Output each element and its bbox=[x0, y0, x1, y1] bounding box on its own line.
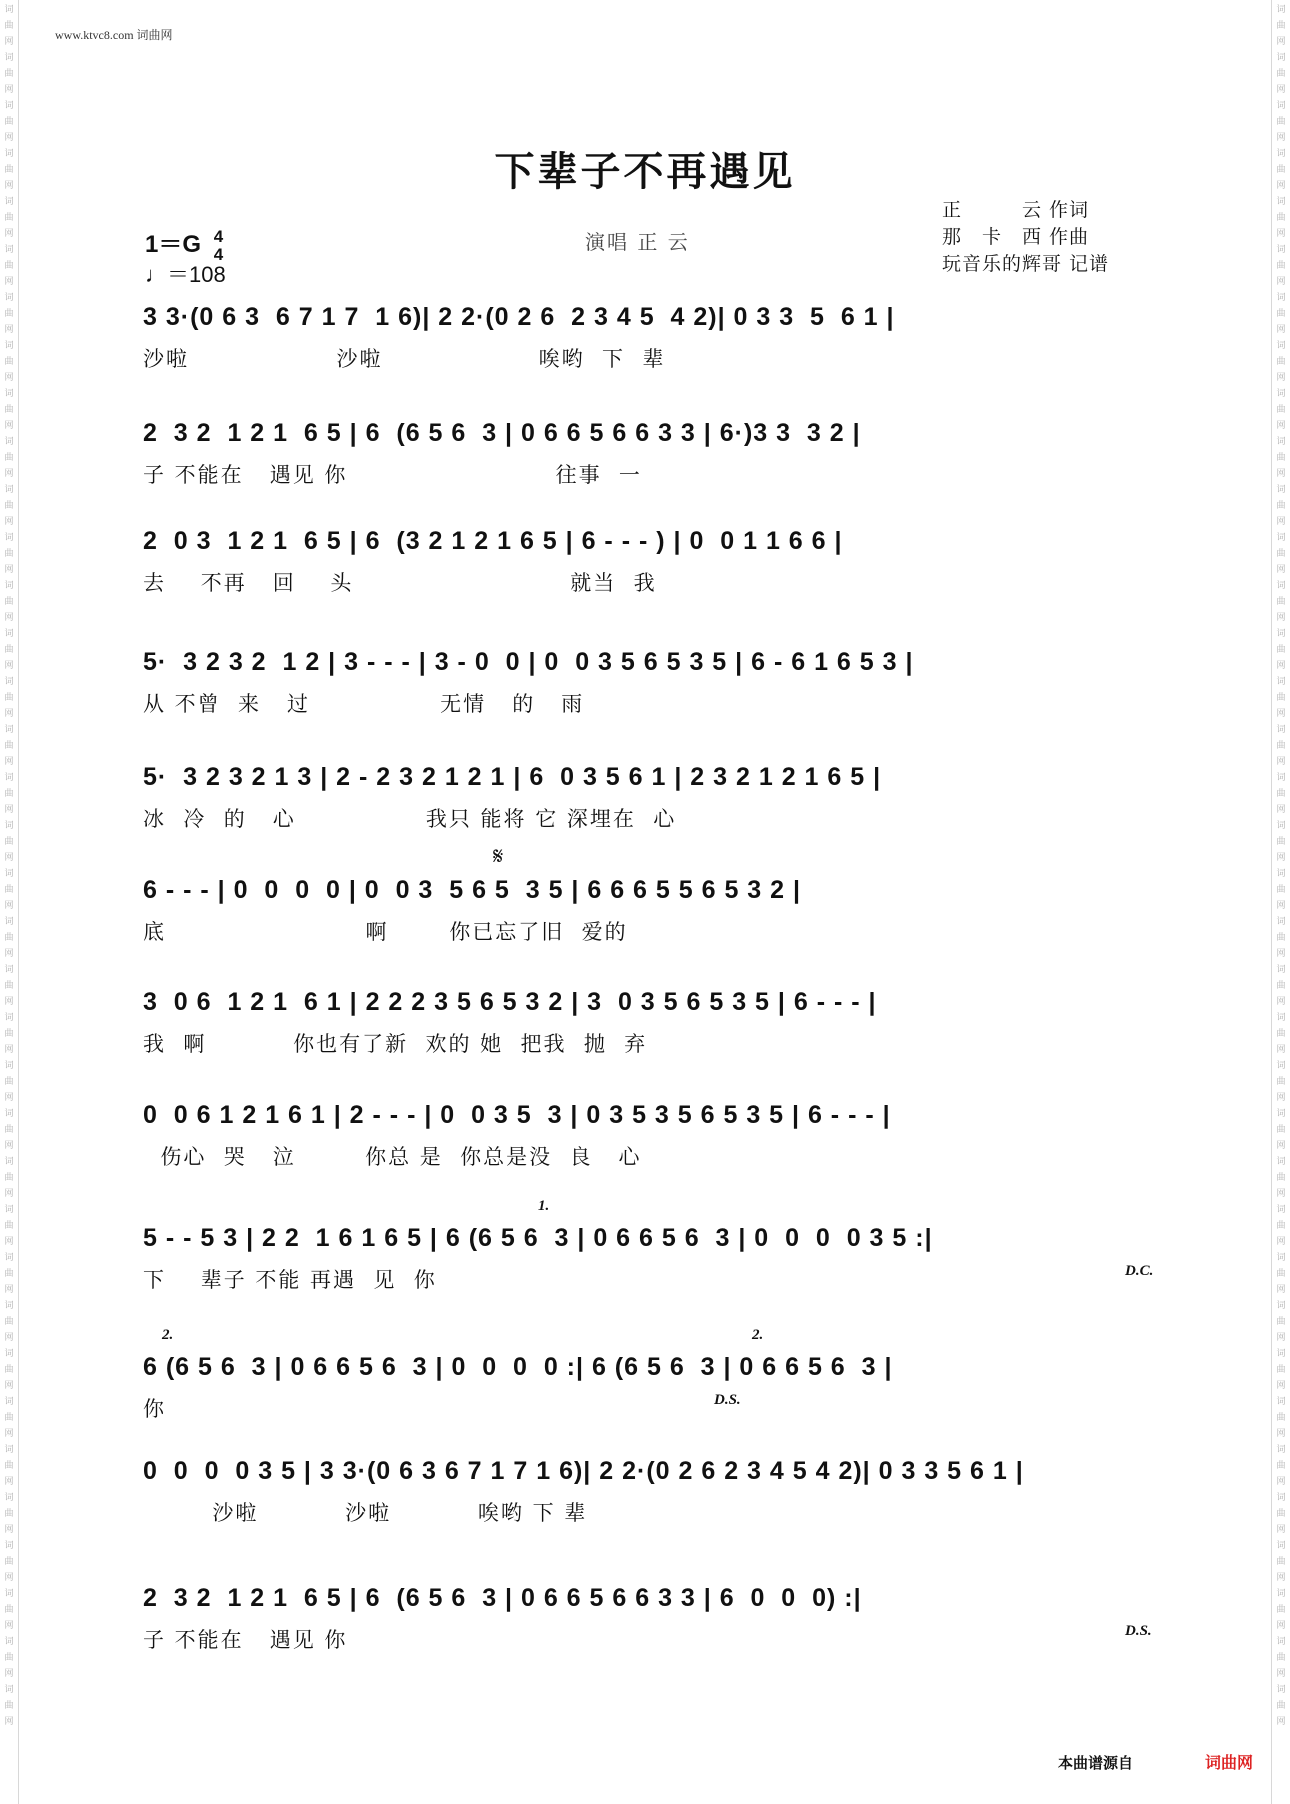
watermark-glyph: 词 bbox=[4, 197, 14, 207]
watermark-glyph: 网 bbox=[4, 901, 14, 911]
watermark-glyph: 词 bbox=[1276, 965, 1286, 975]
watermark-glyph: 网 bbox=[1276, 181, 1286, 191]
watermark-glyph: 网 bbox=[1276, 1525, 1286, 1535]
watermark-glyph: 词 bbox=[4, 1157, 14, 1167]
watermark-glyph: 网 bbox=[1276, 949, 1286, 959]
volta-2-label: 2. bbox=[162, 1327, 174, 1343]
watermark-glyph: 曲 bbox=[1276, 1029, 1286, 1039]
watermark-glyph: 网 bbox=[1276, 229, 1286, 239]
volta-2-label-second: 2. bbox=[752, 1327, 764, 1343]
singer-credit: 演唱 正 云 bbox=[585, 230, 690, 254]
notation-line: 2 0 3 1 2 1 6 5 | 6 (3 2 1 2 1 6 5 | 6 - - - ) | 0 0 1 1 6 6 | bbox=[143, 527, 843, 555]
watermark-glyph: 网 bbox=[4, 1237, 14, 1247]
watermark-glyph: 曲 bbox=[1276, 1557, 1286, 1567]
watermark-glyph: 曲 bbox=[4, 597, 14, 607]
watermark-glyph: 网 bbox=[1276, 1141, 1286, 1151]
lyric-line: 沙啦 沙啦 唉哟 下 辈 bbox=[143, 1501, 588, 1525]
watermark-glyph: 词 bbox=[1276, 1013, 1286, 1023]
watermark-glyph: 曲 bbox=[1276, 1701, 1286, 1711]
watermark-glyph: 网 bbox=[4, 1141, 14, 1151]
watermark-glyph: 词 bbox=[1276, 197, 1286, 207]
ds-marking-first: D.S. bbox=[714, 1392, 741, 1408]
watermark-glyph: 曲 bbox=[1276, 69, 1286, 79]
watermark-glyph: 网 bbox=[1276, 1237, 1286, 1247]
watermark-glyph: 网 bbox=[1276, 661, 1286, 671]
left-watermark-strip bbox=[0, 0, 19, 1804]
watermark-glyph: 曲 bbox=[1276, 741, 1286, 751]
watermark-glyph: 曲 bbox=[4, 1413, 14, 1423]
key-label: 1＝G bbox=[145, 231, 202, 258]
ds-marking-second: D.S. bbox=[1125, 1623, 1152, 1639]
watermark-glyph: 曲 bbox=[4, 1029, 14, 1039]
watermark-glyph: 曲 bbox=[1276, 645, 1286, 655]
watermark-glyph: 曲 bbox=[4, 405, 14, 415]
watermark-glyph: 词 bbox=[1276, 725, 1286, 735]
watermark-glyph: 词 bbox=[4, 485, 14, 495]
notation-line: 2 3 2 1 2 1 6 5 | 6 (6 5 6 3 | 0 6 6 5 6 6 3 3 | 6·)3 3 3 2 | bbox=[143, 419, 861, 447]
watermark-glyph: 曲 bbox=[4, 1221, 14, 1231]
watermark-glyph: 网 bbox=[4, 469, 14, 479]
watermark-glyph: 词 bbox=[4, 533, 14, 543]
watermark-glyph: 词 bbox=[4, 437, 14, 447]
watermark-glyph: 词 bbox=[1276, 1637, 1286, 1647]
watermark-glyph: 词 bbox=[4, 101, 14, 111]
watermark-glyph: 词 bbox=[4, 965, 14, 975]
watermark-glyph: 曲 bbox=[4, 1173, 14, 1183]
watermark-glyph: 网 bbox=[4, 805, 14, 815]
watermark-glyph: 词 bbox=[1276, 1493, 1286, 1503]
watermark-glyph: 词 bbox=[1276, 821, 1286, 831]
watermark-glyph: 网 bbox=[4, 1621, 14, 1631]
watermark-glyph: 曲 bbox=[1276, 501, 1286, 511]
watermark-glyph: 曲 bbox=[1276, 549, 1286, 559]
watermark-glyph: 网 bbox=[1276, 1285, 1286, 1295]
watermark-glyph: 曲 bbox=[1276, 1413, 1286, 1423]
watermark-glyph: 网 bbox=[1276, 1573, 1286, 1583]
watermark-glyph: 曲 bbox=[4, 549, 14, 559]
watermark-glyph: 词 bbox=[1276, 1685, 1286, 1695]
watermark-glyph: 曲 bbox=[1276, 1605, 1286, 1615]
watermark-glyph: 网 bbox=[1276, 1621, 1286, 1631]
watermark-glyph: 网 bbox=[1276, 277, 1286, 287]
volta-1-label: 1. bbox=[538, 1198, 550, 1214]
lyric-line: 子 不能在 遇见 你 往事 一 bbox=[143, 463, 642, 487]
watermark-glyph: 网 bbox=[4, 1573, 14, 1583]
watermark-glyph: 词 bbox=[1276, 1301, 1286, 1311]
lyric-line: 去 不再 回 头 就当 我 bbox=[143, 571, 657, 595]
watermark-glyph: 曲 bbox=[1276, 597, 1286, 607]
watermark-glyph: 网 bbox=[1276, 805, 1286, 815]
watermark-glyph: 网 bbox=[4, 181, 14, 191]
watermark-glyph: 词 bbox=[4, 245, 14, 255]
watermark-glyph: 网 bbox=[1276, 901, 1286, 911]
watermark-glyph: 词 bbox=[4, 1109, 14, 1119]
watermark-glyph: 曲 bbox=[4, 981, 14, 991]
notation-line: 0 0 0 0 3 5 | 3 3·(0 6 3 6 7 1 7 1 6)| 2 2·(0 2 6 2 3 4 5 4 2)| 0 3 3 5 6 1 | bbox=[143, 1457, 1024, 1485]
watermark-glyph: 曲 bbox=[4, 1509, 14, 1519]
lyric-line: 你 bbox=[143, 1397, 166, 1421]
watermark-glyph: 网 bbox=[1276, 853, 1286, 863]
watermark-glyph: 词 bbox=[1276, 1109, 1286, 1119]
watermark-glyph: 词 bbox=[4, 341, 14, 351]
watermark-glyph: 词 bbox=[1276, 293, 1286, 303]
watermark-glyph: 曲 bbox=[1276, 357, 1286, 367]
watermark-glyph: 曲 bbox=[4, 789, 14, 799]
watermark-glyph: 词 bbox=[4, 293, 14, 303]
watermark-glyph: 词 bbox=[4, 1445, 14, 1455]
watermark-glyph: 网 bbox=[1276, 709, 1286, 719]
watermark-glyph: 网 bbox=[4, 229, 14, 239]
watermark-glyph: 网 bbox=[4, 565, 14, 575]
watermark-glyph: 网 bbox=[1276, 1045, 1286, 1055]
watermark-glyph: 曲 bbox=[1276, 1461, 1286, 1471]
watermark-glyph: 网 bbox=[1276, 613, 1286, 623]
watermark-glyph: 曲 bbox=[1276, 981, 1286, 991]
lyric-line: 冰 冷 的 心 我只 能将 它 深埋在 心 bbox=[143, 807, 677, 831]
watermark-glyph: 曲 bbox=[4, 309, 14, 319]
watermark-glyph: 网 bbox=[4, 949, 14, 959]
watermark-glyph: 曲 bbox=[1276, 1269, 1286, 1279]
watermark-glyph: 曲 bbox=[1276, 885, 1286, 895]
watermark-glyph: 词 bbox=[1276, 677, 1286, 687]
lyric-line: 沙啦 沙啦 唉哟 下 辈 bbox=[143, 347, 666, 371]
watermark-glyph: 曲 bbox=[4, 741, 14, 751]
watermark-glyph: 词 bbox=[4, 1637, 14, 1647]
lyric-line: 伤心 哭 泣 你总 是 你总是没 良 心 bbox=[143, 1145, 642, 1169]
lyricist-credit: 正 云 作词 bbox=[942, 199, 1090, 221]
watermark-glyph: 网 bbox=[4, 661, 14, 671]
watermark-glyph: 网 bbox=[1276, 517, 1286, 527]
watermark-glyph: 词 bbox=[1276, 1061, 1286, 1071]
watermark-glyph: 词 bbox=[4, 1301, 14, 1311]
watermark-glyph: 词 bbox=[4, 1541, 14, 1551]
notation-line: 3 3·(0 6 3 6 7 1 7 1 6)| 2 2·(0 2 6 2 3 4 5 4 2)| 0 3 3 5 6 1 | bbox=[143, 303, 895, 331]
watermark-glyph: 曲 bbox=[1276, 1365, 1286, 1375]
site-url[interactable]: www.ktvc8.com 词曲网 bbox=[55, 28, 173, 42]
watermark-glyph: 曲 bbox=[4, 453, 14, 463]
watermark-glyph: 网 bbox=[4, 373, 14, 383]
watermark-glyph: 曲 bbox=[1276, 213, 1286, 223]
watermark-glyph: 网 bbox=[4, 1477, 14, 1487]
watermark-glyph: 曲 bbox=[4, 1317, 14, 1327]
watermark-glyph: 词 bbox=[4, 629, 14, 639]
watermark-glyph: 词 bbox=[1276, 869, 1286, 879]
watermark-glyph: 网 bbox=[4, 277, 14, 287]
watermark-glyph: 词 bbox=[1276, 917, 1286, 927]
watermark-glyph: 网 bbox=[1276, 325, 1286, 335]
footer-source-label: 本曲谱源自 bbox=[1058, 1754, 1134, 1772]
watermark-glyph: 网 bbox=[4, 85, 14, 95]
watermark-glyph: 网 bbox=[1276, 1189, 1286, 1199]
watermark-glyph: 曲 bbox=[4, 213, 14, 223]
watermark-glyph: 词 bbox=[1276, 1589, 1286, 1599]
notation-line: 6 (6 5 6 3 | 0 6 6 5 6 3 | 0 0 0 0 :| 6 (6 5 6 3 | 0 6 6 5 6 3 | bbox=[143, 1353, 893, 1381]
footer-brand-link[interactable]: 词曲网 bbox=[1205, 1753, 1254, 1772]
song-title: 下辈子不再遇见 bbox=[494, 148, 796, 195]
watermark-glyph: 网 bbox=[1276, 1429, 1286, 1439]
watermark-glyph: 曲 bbox=[4, 357, 14, 367]
watermark-glyph: 曲 bbox=[4, 1077, 14, 1087]
watermark-glyph: 词 bbox=[4, 1253, 14, 1263]
watermark-glyph: 网 bbox=[4, 325, 14, 335]
watermark-glyph: 网 bbox=[4, 1189, 14, 1199]
watermark-glyph: 曲 bbox=[1276, 1173, 1286, 1183]
time-sig-top: 4 bbox=[213, 226, 224, 246]
watermark-glyph: 曲 bbox=[1276, 453, 1286, 463]
watermark-glyph: 曲 bbox=[4, 1269, 14, 1279]
watermark-glyph: 网 bbox=[1276, 1477, 1286, 1487]
notation-line: 2 3 2 1 2 1 6 5 | 6 (6 5 6 3 | 0 6 6 5 6 6 3 3 | 6 0 0 0) :| bbox=[143, 1584, 862, 1612]
watermark-glyph: 词 bbox=[4, 1205, 14, 1215]
watermark-glyph: 网 bbox=[1276, 1333, 1286, 1343]
watermark-glyph: 词 bbox=[1276, 101, 1286, 111]
watermark-glyph: 词 bbox=[4, 869, 14, 879]
watermark-glyph: 词 bbox=[1276, 1349, 1286, 1359]
watermark-glyph: 网 bbox=[1276, 997, 1286, 1007]
watermark-glyph: 词 bbox=[1276, 437, 1286, 447]
watermark-glyph: 网 bbox=[4, 709, 14, 719]
watermark-glyph: 词 bbox=[4, 821, 14, 831]
lyric-line: 下 辈子 不能 再遇 见 你 bbox=[143, 1268, 437, 1292]
notation-line: 5· 3 2 3 2 1 2 | 3 - - - | 3 - 0 0 | 0 0 3 5 6 5 3 5 | 6 - 6 1 6 5 3 | bbox=[143, 648, 914, 676]
lyric-line: 底 啊 你已忘了旧 爱的 bbox=[143, 920, 628, 944]
watermark-glyph: 词 bbox=[4, 1061, 14, 1071]
watermark-glyph: 曲 bbox=[4, 165, 14, 175]
notation-line: 3 0 6 1 2 1 6 1 | 2 2 2 3 5 6 5 3 2 | 3 0 3 5 6 5 3 5 | 6 - - - | bbox=[143, 988, 877, 1016]
watermark-glyph: 曲 bbox=[4, 1461, 14, 1471]
watermark-glyph: 曲 bbox=[4, 21, 14, 31]
watermark-glyph: 曲 bbox=[1276, 837, 1286, 847]
notation-line: 6 - - - | 0 0 0 0 | 0 0 3 5 6 5 3 5 | 6 6 6 5 5 6 5 3 2 | bbox=[143, 876, 801, 904]
watermark-glyph: 词 bbox=[1276, 341, 1286, 351]
watermark-glyph: 词 bbox=[1276, 1397, 1286, 1407]
watermark-glyph: 曲 bbox=[4, 1365, 14, 1375]
watermark-glyph: 曲 bbox=[1276, 1509, 1286, 1519]
notation-line: 5 - - 5 3 | 2 2 1 6 1 6 5 | 6 (6 5 6 3 | 0 6 6 5 6 3 | 0 0 0 0 3 5 :| bbox=[143, 1224, 933, 1252]
tempo-marking: ♩＝108 bbox=[145, 262, 226, 287]
lyric-line: 我 啊 你也有了新 欢的 她 把我 抛 弃 bbox=[143, 1032, 648, 1056]
watermark-glyph: 曲 bbox=[4, 261, 14, 271]
watermark-glyph: 词 bbox=[1276, 53, 1286, 63]
watermark-glyph: 网 bbox=[4, 1669, 14, 1679]
watermark-glyph: 网 bbox=[1276, 1093, 1286, 1103]
watermark-glyph: 曲 bbox=[4, 885, 14, 895]
watermark-glyph: 词 bbox=[4, 1493, 14, 1503]
watermark-glyph: 词 bbox=[1276, 5, 1286, 15]
watermark-glyph: 曲 bbox=[1276, 1077, 1286, 1087]
watermark-glyph: 词 bbox=[1276, 773, 1286, 783]
watermark-glyph: 网 bbox=[1276, 1381, 1286, 1391]
watermark-glyph: 曲 bbox=[4, 1605, 14, 1615]
watermark-glyph: 网 bbox=[4, 1093, 14, 1103]
lyric-line: 子 不能在 遇见 你 bbox=[143, 1628, 348, 1652]
watermark-glyph: 网 bbox=[1276, 133, 1286, 143]
watermark-glyph: 网 bbox=[1276, 469, 1286, 479]
watermark-glyph: 网 bbox=[4, 1525, 14, 1535]
watermark-glyph: 曲 bbox=[4, 69, 14, 79]
watermark-glyph: 词 bbox=[1276, 1541, 1286, 1551]
watermark-glyph: 曲 bbox=[1276, 1653, 1286, 1663]
watermark-glyph: 网 bbox=[4, 1717, 14, 1727]
watermark-glyph: 曲 bbox=[1276, 1317, 1286, 1327]
watermark-glyph: 曲 bbox=[4, 693, 14, 703]
watermark-glyph: 网 bbox=[4, 421, 14, 431]
watermark-glyph: 曲 bbox=[1276, 21, 1286, 31]
watermark-glyph: 网 bbox=[4, 613, 14, 623]
watermark-glyph: 词 bbox=[4, 725, 14, 735]
watermark-glyph: 词 bbox=[1276, 1157, 1286, 1167]
lyric-line: 从 不曾 来 过 无情 的 雨 bbox=[143, 692, 585, 716]
watermark-glyph: 词 bbox=[4, 149, 14, 159]
watermark-glyph: 网 bbox=[4, 517, 14, 527]
watermark-glyph: 词 bbox=[4, 1349, 14, 1359]
watermark-glyph: 曲 bbox=[4, 1701, 14, 1711]
watermark-glyph: 词 bbox=[4, 1685, 14, 1695]
watermark-glyph: 网 bbox=[1276, 757, 1286, 767]
watermark-glyph: 词 bbox=[4, 1397, 14, 1407]
watermark-glyph: 词 bbox=[1276, 1253, 1286, 1263]
notation-line: 0 0 6 1 2 1 6 1 | 2 - - - | 0 0 3 5 3 | 0 3 5 3 5 6 5 3 5 | 6 - - - | bbox=[143, 1101, 891, 1129]
watermark-glyph: 网 bbox=[1276, 1669, 1286, 1679]
watermark-glyph: 词 bbox=[1276, 389, 1286, 399]
watermark-glyph: 曲 bbox=[4, 837, 14, 847]
watermark-glyph: 网 bbox=[4, 1285, 14, 1295]
watermark-glyph: 词 bbox=[4, 581, 14, 591]
watermark-glyph: 曲 bbox=[4, 1125, 14, 1135]
watermark-glyph: 词 bbox=[1276, 533, 1286, 543]
watermark-glyph: 网 bbox=[1276, 373, 1286, 383]
composer-credit: 那 卡 西 作曲 bbox=[942, 226, 1090, 248]
transcriber-credit: 玩音乐的辉哥 记谱 bbox=[942, 253, 1110, 275]
watermark-glyph: 词 bbox=[4, 1589, 14, 1599]
watermark-glyph: 曲 bbox=[4, 933, 14, 943]
watermark-glyph: 曲 bbox=[4, 1557, 14, 1567]
right-watermark-strip bbox=[1271, 0, 1290, 1804]
watermark-glyph: 词 bbox=[1276, 1205, 1286, 1215]
watermark-glyph: 曲 bbox=[1276, 789, 1286, 799]
watermark-glyph: 网 bbox=[4, 1381, 14, 1391]
watermark-glyph: 曲 bbox=[4, 117, 14, 127]
credits-block bbox=[942, 197, 1109, 278]
watermark-glyph: 词 bbox=[1276, 1445, 1286, 1455]
watermark-glyph: 词 bbox=[4, 773, 14, 783]
watermark-glyph: 曲 bbox=[4, 501, 14, 511]
watermark-glyph: 词 bbox=[4, 1013, 14, 1023]
watermark-glyph: 网 bbox=[1276, 421, 1286, 431]
watermark-glyph: 网 bbox=[1276, 565, 1286, 575]
watermark-glyph: 曲 bbox=[1276, 933, 1286, 943]
watermark-glyph: 网 bbox=[1276, 85, 1286, 95]
watermark-glyph: 网 bbox=[4, 757, 14, 767]
segno-sign: 𝄋 bbox=[493, 842, 504, 870]
watermark-glyph: 曲 bbox=[1276, 261, 1286, 271]
watermark-glyph: 网 bbox=[4, 1333, 14, 1343]
watermark-glyph: 词 bbox=[4, 5, 14, 15]
watermark-glyph: 网 bbox=[1276, 37, 1286, 47]
watermark-glyph: 曲 bbox=[1276, 165, 1286, 175]
watermark-glyph: 曲 bbox=[1276, 309, 1286, 319]
watermark-glyph: 曲 bbox=[4, 1653, 14, 1663]
watermark-glyph: 网 bbox=[4, 853, 14, 863]
watermark-glyph: 词 bbox=[1276, 149, 1286, 159]
watermark-glyph: 词 bbox=[1276, 629, 1286, 639]
dc-marking: D.C. bbox=[1125, 1263, 1154, 1279]
watermark-glyph: 网 bbox=[4, 1429, 14, 1439]
watermark-glyph: 曲 bbox=[4, 645, 14, 655]
watermark-glyph: 词 bbox=[4, 389, 14, 399]
watermark-glyph: 词 bbox=[1276, 485, 1286, 495]
watermark-glyph: 曲 bbox=[1276, 1221, 1286, 1231]
time-sig-bottom: 4 bbox=[213, 244, 224, 264]
notation-line: 5· 3 2 3 2 1 3 | 2 - 2 3 2 1 2 1 | 6 0 3 5 6 1 | 2 3 2 1 2 1 6 5 | bbox=[143, 763, 882, 791]
watermark-glyph: 网 bbox=[4, 37, 14, 47]
watermark-glyph: 曲 bbox=[1276, 405, 1286, 415]
watermark-glyph: 词 bbox=[4, 677, 14, 687]
watermark-glyph: 曲 bbox=[1276, 1125, 1286, 1135]
watermark-glyph: 网 bbox=[1276, 1717, 1286, 1727]
watermark-glyph: 网 bbox=[4, 133, 14, 143]
watermark-glyph: 网 bbox=[4, 997, 14, 1007]
watermark-glyph: 词 bbox=[4, 917, 14, 927]
watermark-glyph: 词 bbox=[4, 53, 14, 63]
watermark-glyph: 曲 bbox=[1276, 117, 1286, 127]
watermark-glyph: 网 bbox=[4, 1045, 14, 1055]
watermark-glyph: 曲 bbox=[1276, 693, 1286, 703]
watermark-glyph: 词 bbox=[1276, 581, 1286, 591]
watermark-glyph: 词 bbox=[1276, 245, 1286, 255]
